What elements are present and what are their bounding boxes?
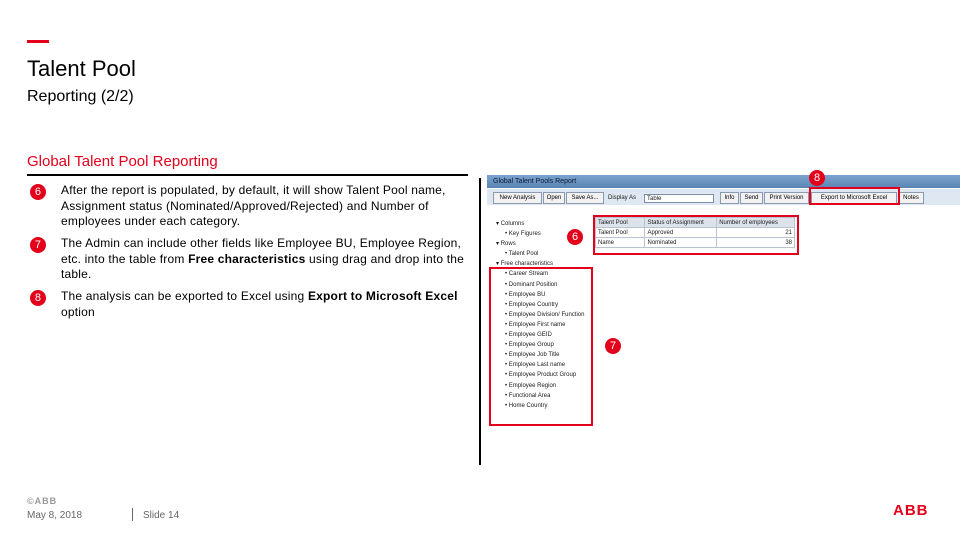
tree-item-label: Employee Group bbox=[508, 342, 554, 349]
callout-box-table bbox=[593, 215, 799, 255]
page-title: Talent Pool bbox=[27, 56, 136, 81]
bullet-icon: • bbox=[505, 251, 509, 258]
bullet-icon: • bbox=[505, 382, 509, 389]
print-version-button[interactable]: Print Version bbox=[764, 192, 809, 204]
bullet-icon: • bbox=[505, 352, 509, 359]
footer-date: May 8, 2018 bbox=[27, 510, 83, 521]
bullet-icon: • bbox=[505, 402, 509, 409]
callout-7: 7 bbox=[605, 338, 621, 354]
callout-box-export bbox=[809, 187, 900, 205]
bullet-icon: • bbox=[505, 392, 509, 399]
save-as-button[interactable]: Save As... bbox=[566, 192, 604, 204]
table-cell: 21 bbox=[717, 228, 795, 238]
send-button[interactable]: Send bbox=[740, 192, 763, 204]
callout-8: 8 bbox=[809, 170, 825, 186]
bullet-number: 6 bbox=[30, 184, 46, 200]
section-heading: Global Talent Pool Reporting bbox=[27, 153, 218, 170]
tree-item-label: Employee BU bbox=[508, 291, 546, 298]
info-button[interactable]: Info bbox=[720, 192, 739, 204]
callout-6: 6 bbox=[567, 229, 583, 245]
bullet-icon: • bbox=[505, 321, 509, 328]
notes-button[interactable]: Notes bbox=[898, 192, 924, 204]
table-cell: Name bbox=[596, 238, 645, 248]
bullet-icon: • bbox=[505, 372, 509, 379]
vertical-divider bbox=[479, 178, 481, 465]
footer-slide-number: Slide 14 bbox=[143, 510, 180, 521]
footer-separator bbox=[132, 508, 133, 521]
callout-box-free-characteristics bbox=[489, 267, 593, 426]
tree-item-label: Rows bbox=[500, 241, 516, 248]
bullet-text: The Admin can include other fields like Employee BU, Employee Region, etc. into the table from Free characteristics using drag and drop into the table. bbox=[61, 236, 465, 281]
tree-item-label: Employee Last name bbox=[508, 362, 566, 369]
accent-bar bbox=[27, 40, 49, 43]
bullet-icon: • bbox=[505, 291, 509, 298]
tree-item-label: Functional Area bbox=[508, 392, 551, 399]
table-header[interactable]: Number of employees bbox=[717, 218, 795, 228]
bullet-number: 8 bbox=[30, 290, 46, 306]
display-as-label: Display As bbox=[608, 195, 637, 201]
section-rule bbox=[27, 174, 468, 176]
footer-logo-small: ©ABB bbox=[27, 496, 58, 506]
tree-item-label: Employee GEID bbox=[508, 332, 552, 339]
bullet-icon: • bbox=[505, 342, 509, 349]
tree-item-label: Columns bbox=[500, 221, 525, 227]
tree-item-label: Employee Region bbox=[508, 382, 557, 389]
bullet-icon: • bbox=[505, 231, 509, 238]
tree-item-label: Employee Product Group bbox=[508, 372, 577, 379]
tree-item-label: Employee First name bbox=[508, 321, 566, 328]
triangle-down-icon: ▾ bbox=[496, 261, 501, 268]
window-title: Global Talent Pools Report bbox=[493, 178, 577, 185]
abb-logo: ABB bbox=[893, 502, 929, 519]
table-cell: Talent Pool bbox=[596, 228, 645, 238]
bullet-icon: • bbox=[505, 311, 509, 318]
triangle-down-icon: ▾ bbox=[496, 241, 501, 248]
bullet-icon: • bbox=[505, 332, 509, 339]
report-screenshot bbox=[487, 172, 960, 427]
triangle-down-icon: ▾ bbox=[496, 221, 501, 227]
bullet-text: The analysis can be exported to Excel using Export to Microsoft Excel option bbox=[61, 289, 458, 319]
bullet-icon: • bbox=[505, 362, 509, 369]
table-cell: 38 bbox=[717, 238, 795, 248]
tree-item-label: Talent Pool bbox=[508, 251, 539, 258]
new-analysis-button[interactable]: New Analysis bbox=[493, 192, 542, 204]
page-subtitle: Reporting (2/2) bbox=[27, 88, 134, 105]
open-button[interactable]: Open bbox=[543, 192, 565, 204]
tree-item-label: Career Stream bbox=[508, 271, 549, 278]
tree-item-label: Dominant Position bbox=[508, 281, 558, 288]
tree-item-label: Key Figures bbox=[508, 231, 541, 238]
table-cell: Approved bbox=[645, 228, 717, 238]
tree-item[interactable] bbox=[496, 219, 596, 229]
bullet-icon: • bbox=[505, 271, 509, 278]
tree-item-label: Employee Job Title bbox=[508, 352, 560, 359]
bullet-number: 7 bbox=[30, 237, 46, 253]
table-header[interactable]: Talent Pool bbox=[596, 218, 645, 228]
tree-item-label: Employee Division/ Function bbox=[508, 311, 585, 318]
tree-item-label: Free characteristics bbox=[500, 261, 554, 268]
tree-item-label: Employee Country bbox=[508, 301, 559, 308]
tree-item[interactable] bbox=[496, 249, 596, 259]
bullet-icon: • bbox=[505, 301, 509, 308]
export-excel-button[interactable]: Export to Microsoft Excel bbox=[811, 192, 897, 204]
table-header[interactable]: Status of Assignment bbox=[645, 218, 717, 228]
display-as-select[interactable]: Table bbox=[644, 194, 714, 203]
table-cell: Nominated bbox=[645, 238, 717, 248]
bullet-icon: • bbox=[505, 281, 509, 288]
bullet-text: After the report is populated, by default, it will show Talent Pool name, Assignment status (Nominated/Approved/Rejected) and Number of employees under each category. bbox=[61, 183, 446, 228]
tree-item-label: Home Country bbox=[508, 402, 548, 409]
